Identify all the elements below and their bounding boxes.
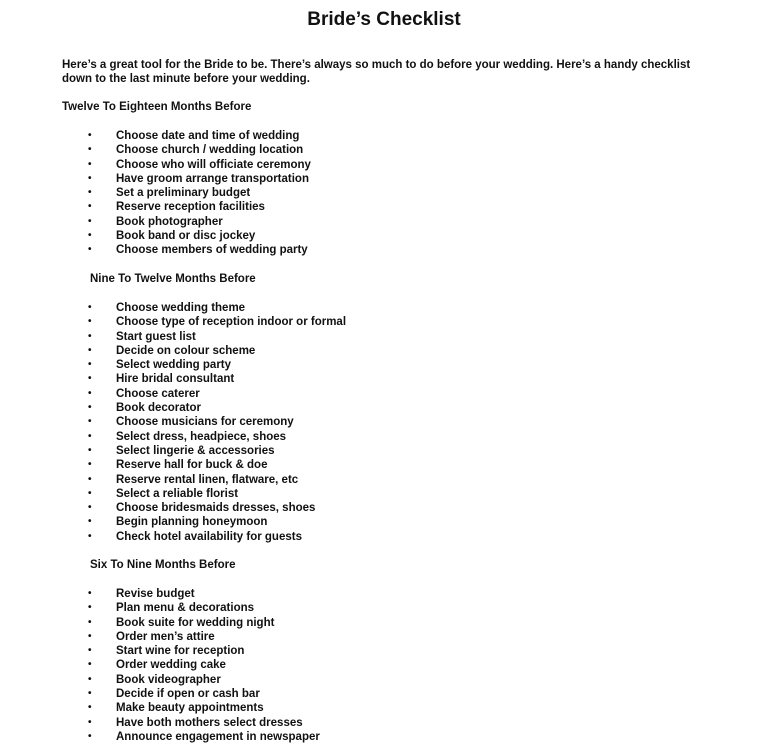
bullet-icon: • [88, 459, 92, 471]
bullet-icon: • [88, 487, 92, 499]
bullet-icon: • [88, 659, 92, 671]
bullet-icon: • [88, 645, 92, 657]
bullet-icon: • [88, 688, 92, 700]
bullet-icon: • [88, 215, 92, 227]
bullet-icon: • [88, 373, 92, 385]
bullet-icon: • [88, 344, 92, 356]
intro-line-2: down to the last minute before your wedding. [62, 73, 310, 85]
list-item-text: Reserve rental linen, flatware, etc [116, 473, 299, 486]
section-heading-six-to-nine: Six To Nine Months Before [90, 559, 236, 571]
bullet-icon: • [88, 187, 92, 199]
list-item-text: Check hotel availability for guests [116, 530, 302, 543]
bullet-icon: • [88, 330, 92, 342]
bullet-icon: • [88, 702, 92, 714]
list-item-text: Choose church / wedding location [116, 144, 304, 157]
bullet-icon: • [88, 444, 92, 456]
bullet-icon: • [88, 158, 92, 170]
bullet-icon: • [88, 201, 92, 213]
list-item-text: Decide if open or cash bar [116, 688, 260, 701]
section-heading-twelve-to-eighteen: Twelve To Eighteen Months Before [62, 101, 252, 113]
list-item-text: Choose members of wedding party [116, 244, 308, 257]
intro-line-1: Here’s a great tool for the Bride to be. There’s always so much to do before your wedding. Here’s a handy checklist [62, 59, 691, 71]
bullet-icon: • [88, 230, 92, 242]
list-item-text: Reserve reception facilities [116, 201, 265, 214]
bullet-icon: • [88, 316, 92, 328]
list-item-text: Begin planning honeymoon [116, 516, 268, 529]
list-item-text: Book band or disc jockey [116, 230, 256, 243]
list-item-text: Start guest list [116, 330, 196, 343]
list-item-text: Book photographer [116, 215, 223, 228]
bullet-icon: • [88, 630, 92, 642]
bullet-icon: • [88, 602, 92, 614]
page-title: Bride’s Checklist [307, 9, 461, 30]
list-item-text: Plan menu & decorations [116, 602, 255, 615]
list-item-text: Choose wedding theme [116, 302, 246, 314]
list-item-text: Choose type of reception indoor or formal [116, 316, 347, 329]
list-item-text: Have both mothers select dresses [116, 716, 303, 729]
bullet-icon: • [88, 302, 92, 313]
list-item-text: Choose caterer [116, 387, 200, 400]
bullet-icon: • [88, 130, 92, 141]
list-item-text: Choose date and time of wedding [116, 130, 300, 142]
list-item-text: Announce engagement in newspaper [116, 730, 320, 743]
list-item-text: Book decorator [116, 402, 201, 415]
list-item-text: Book videographer [116, 673, 221, 686]
list-item-text: Book suite for wedding night [116, 616, 275, 629]
list-item-text: Choose bridesmaids dresses, shoes [116, 502, 316, 515]
bullet-icon: • [88, 516, 92, 528]
list-item-text: Order wedding cake [116, 659, 226, 672]
list-item-text: Select a reliable florist [116, 487, 239, 500]
bullet-icon: • [88, 502, 92, 514]
bullet-icon: • [88, 387, 92, 399]
bullet-icon: • [88, 588, 92, 599]
bullet-icon: • [88, 172, 92, 184]
bullet-icon: • [88, 430, 92, 442]
list-item-text: Set a preliminary budget [116, 187, 251, 200]
bullet-icon: • [88, 359, 92, 371]
list-item-text: Make beauty appointments [116, 702, 264, 715]
bullet-icon: • [88, 402, 92, 414]
list-item-text: Select wedding party [116, 359, 232, 372]
list-item-text: Decide on colour scheme [116, 344, 256, 357]
list-item-text: Have groom arrange transportation [116, 172, 309, 185]
list-item-text: Start wine for reception [116, 645, 245, 658]
list-item-text: Choose musicians for ceremony [116, 416, 294, 429]
list-item-text: Reserve hall for buck & doe [116, 459, 268, 472]
list-item-text: Order men’s attire [116, 630, 215, 643]
bullet-icon: • [88, 244, 92, 256]
bullet-icon: • [88, 144, 92, 156]
list-item-text: Select lingerie & accessories [116, 444, 275, 457]
bullet-icon: • [88, 716, 92, 728]
bullet-icon: • [88, 616, 92, 628]
bullet-icon: • [88, 730, 92, 742]
list-item-text: Select dress, headpiece, shoes [116, 430, 287, 443]
bullet-icon: • [88, 416, 92, 428]
bullet-icon: • [88, 530, 92, 542]
list-item-text: Choose who will officiate ceremony [116, 158, 311, 171]
bullet-icon: • [88, 473, 92, 485]
list-item-text: Revise budget [116, 588, 195, 600]
list-item-text: Hire bridal consultant [116, 373, 235, 386]
bullet-icon: • [88, 673, 92, 685]
section-heading-nine-to-twelve: Nine To Twelve Months Before [90, 273, 256, 285]
intro-paragraph [62, 58, 742, 86]
